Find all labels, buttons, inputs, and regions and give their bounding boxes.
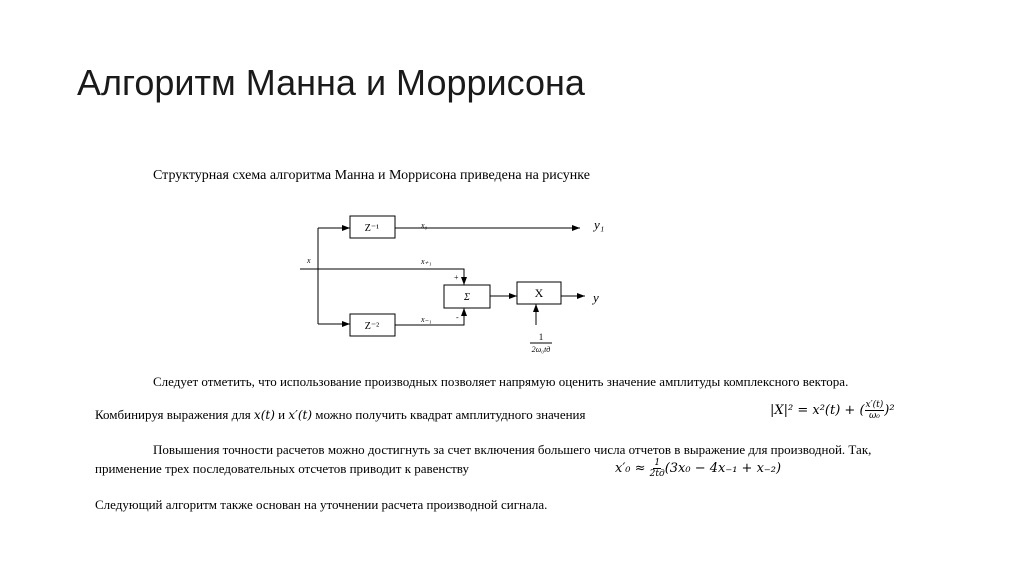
xm1-label: x₋₁ <box>421 315 432 324</box>
paragraph-4: Следующий алгоритм также основан на уточнении расчета производной сигнала. <box>95 497 548 512</box>
z1-label: Z⁻¹ <box>364 223 380 234</box>
p2-text-b: можно получить квадрат амплитудного значения <box>312 407 586 422</box>
x0-label: x₀ <box>421 221 428 230</box>
x-plus-line <box>300 269 464 285</box>
coef-numerator: 1 <box>538 332 544 342</box>
slide-title: Алгоритм Манна и Моррисона <box>77 62 585 103</box>
xp1-label: x₊₁ <box>421 257 432 266</box>
p2-text-a: Комбинируя выражения для <box>95 407 254 422</box>
p2-xt: x(t) <box>253 408 275 422</box>
y1-label: y₁ <box>594 217 605 232</box>
formula-lhs: x′₀ ≈ <box>615 461 650 476</box>
minus-sign: - <box>456 313 459 322</box>
amplitude-formula <box>770 400 895 421</box>
formula-den: ω₀ <box>868 411 880 421</box>
formula-den: 2tд <box>649 469 665 479</box>
formula-rhs: )² <box>884 403 895 418</box>
formula-lhs: |X|² = x²(t) + ( <box>770 403 865 418</box>
p2-and: и <box>274 407 289 422</box>
formula-num: x′(t) <box>865 400 884 410</box>
sum-label: Σ <box>464 292 470 303</box>
formula-rhs: (3x₀ − 4x₋₁ + x₋₂) <box>664 461 782 476</box>
y-label: y <box>593 290 599 305</box>
intro-text: Структурная схема алгоритма Манна и Моррисона приведена на рисунке <box>153 168 590 183</box>
x-label: x <box>307 256 311 265</box>
z2-label: Z⁻² <box>364 321 380 332</box>
mult-label: X <box>534 286 544 300</box>
formula-num: 1 <box>654 458 661 468</box>
paragraph-3-line-1: Повышения точности расчетов можно достигнуть за счет включения большего числа отчетов в выражение для производной. Так, <box>153 442 872 457</box>
coef-denominator: 2ω₀tд <box>531 345 551 354</box>
plus-sign: + <box>454 273 459 282</box>
derivative-formula <box>615 458 781 479</box>
paragraph-1: Следует отметить, что использование производных позволяет напрямую оценить значение амплитуды комплексного вектора. <box>153 374 849 389</box>
paragraph-2 <box>95 407 586 423</box>
paragraph-3-line-2: применение трех последовательных отсчетов приводит к равенству <box>95 461 469 476</box>
p2-xpt: x′(t) <box>288 408 313 422</box>
